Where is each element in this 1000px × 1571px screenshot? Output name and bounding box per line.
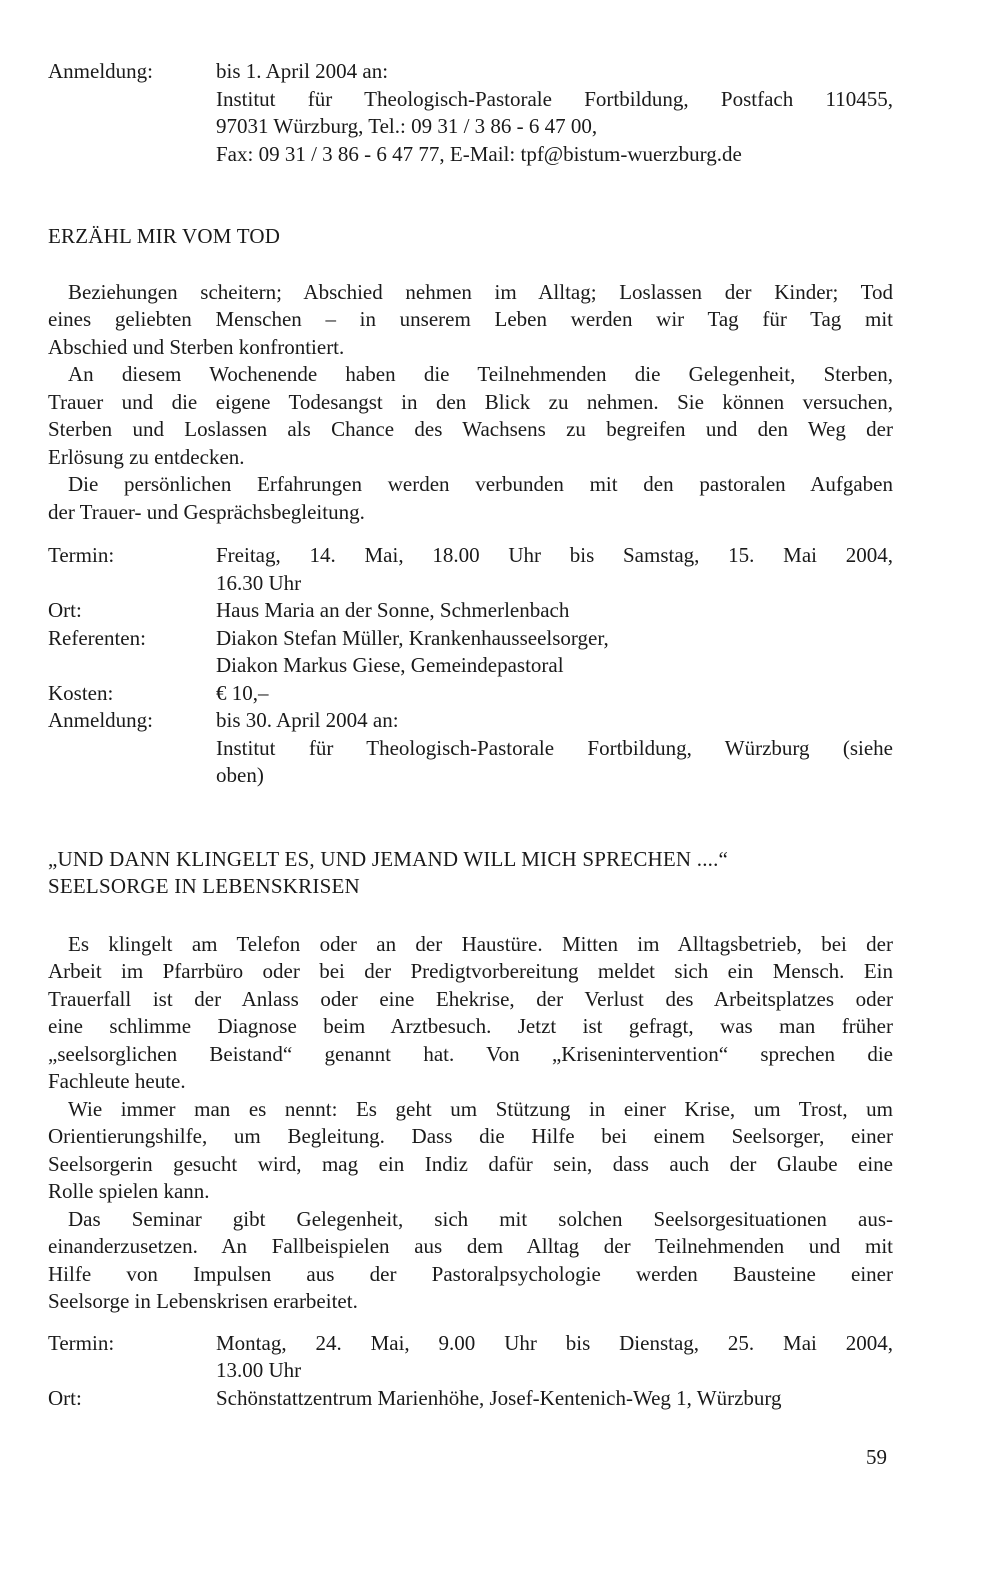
detail-label: Referenten: — [48, 625, 146, 650]
detail-referenten — [48, 625, 893, 680]
text-line: Orientierungshilfe, um Begleitung. Dass die Hilfe bei einem Seelsorger, einer — [48, 1124, 893, 1148]
detail-termin — [48, 1330, 893, 1385]
text-line: Erlösung zu entdecken. — [48, 444, 245, 469]
text-line: Seelsorgerin gesucht wird, mag ein Indiz dafür sein, dass auch der Glaube eine — [48, 1151, 893, 1176]
text-line: Wie immer man es nennt: Es geht um Stützung in einer Krise, um Trost, um — [68, 1096, 893, 1121]
document-page — [48, 58, 893, 1412]
registration-top — [48, 58, 893, 168]
detail-line: Haus Maria an der Sonne, Schmerlenbach — [216, 598, 570, 622]
detail-line: Schönstattzentrum Marienhöhe, Josef-Kentenich-Weg 1, Würzburg — [216, 1385, 782, 1410]
text-line: Hilfe von Impulsen aus der Pastoralpsychologie werden Bausteine einer — [48, 1261, 893, 1286]
text-line: Trauerfall ist der Anlass oder eine Ehekrise, der Verlust des Arbeitsplatzes oder — [48, 986, 893, 1011]
section2-paragraph — [48, 931, 893, 1096]
text-line: Abschied und Sterben konfrontiert. — [48, 334, 345, 359]
section1-title: ERZÄHL MIR VOM TOD — [48, 224, 281, 248]
detail-label: Anmeldung: — [48, 708, 153, 732]
text-line: Das Seminar gibt Gelegenheit, sich mit solchen Seelsorgesituationen aus- — [68, 1206, 893, 1231]
text-line: Sterben und Loslassen als Chance des Wachsens zu begreifen und den Weg der — [48, 417, 893, 441]
detail-line: bis 30. April 2004 an: — [216, 708, 399, 732]
detail-label: Kosten: — [48, 680, 114, 705]
detail-line: Institut für Theologisch-Pastorale Fortbildung, Würzburg (siehe — [216, 735, 893, 760]
detail-line: 13.00 Uhr — [216, 1358, 302, 1382]
registration-line: Institut für Theologisch-Pastorale Fortbildung, Postfach 110455, — [216, 86, 893, 111]
detail-label: Termin: — [48, 1330, 115, 1355]
text-line: Rolle spielen kann. — [48, 1179, 210, 1203]
text-line: Die persönlichen Erfahrungen werden verbunden mit den pastoralen Aufgaben — [68, 472, 893, 496]
detail-termin — [48, 542, 893, 597]
registration-label: Anmeldung: — [48, 59, 153, 83]
section2-title-line1: „UND DANN KLINGELT ES, UND JEMAND WILL MICH SPRECHEN ....“ — [48, 846, 729, 871]
detail-line: oben) — [216, 763, 264, 787]
page-number: 59 — [866, 1445, 887, 1469]
registration-line: Fax: 09 31 / 3 86 - 6 47 77, E-Mail: tpf@bistum-wuerzburg.de — [216, 141, 742, 166]
text-line: eines geliebten Menschen – in unserem Leben werden wir Tag für Tag mit — [48, 307, 893, 331]
registration-line: bis 1. April 2004 an: — [216, 59, 389, 83]
text-line: Trauer und die eigene Todesangst in den Blick zu nehmen. Sie können versuchen, — [48, 389, 893, 414]
detail-anmeldung — [48, 707, 893, 790]
section2-paragraph — [48, 1206, 893, 1316]
detail-line: Montag, 24. Mai, 9.00 Uhr bis Dienstag, 25. Mai 2004, — [216, 1330, 893, 1355]
text-line: Arbeit im Pfarrbüro oder bei der Predigtvorbereitung meldet sich ein Mensch. Ein — [48, 959, 893, 983]
text-line: einanderzusetzen. An Fallbeispielen aus dem Alltag der Teilnehmenden und mit — [48, 1234, 893, 1258]
detail-line: Freitag, 14. Mai, 18.00 Uhr bis Samstag, 15. Mai 2004, — [216, 543, 893, 567]
registration-line: 97031 Würzburg, Tel.: 09 31 / 3 86 - 6 47 00, — [216, 114, 598, 138]
detail-line: 16.30 Uhr — [216, 570, 302, 595]
text-line: Fachleute heute. — [48, 1069, 186, 1093]
text-line: Seelsorge in Lebenskrisen erarbeitet. — [48, 1289, 358, 1313]
detail-line: Diakon Stefan Müller, Krankenhausseelsorger, — [216, 625, 609, 650]
registration-value — [216, 58, 893, 168]
detail-line: Diakon Markus Giese, Gemeindepastoral — [216, 653, 564, 677]
section2-title-line2: SEELSORGE IN LEBENSKRISEN — [48, 874, 360, 898]
section1-paragraph — [48, 361, 893, 471]
text-line: eine schlimme Diagnose beim Arztbesuch. Jetzt ist gefragt, was man früher — [48, 1014, 893, 1038]
detail-ort — [48, 597, 893, 625]
detail-ort — [48, 1385, 893, 1413]
detail-line: € 10,– — [216, 680, 269, 705]
text-line: Beziehungen scheitern; Abschied nehmen im Alltag; Loslassen der Kinder; Tod — [68, 279, 893, 304]
text-line: An diesem Wochenende haben die Teilnehmenden die Gelegenheit, Sterben, — [68, 362, 893, 386]
text-line: Es klingelt am Telefon oder an der Haustüre. Mitten im Alltagsbetrieb, bei der — [68, 931, 893, 956]
section1-paragraph — [48, 471, 893, 526]
detail-label: Termin: — [48, 543, 115, 567]
section1-paragraph — [48, 279, 893, 362]
detail-label: Ort: — [48, 1385, 82, 1410]
detail-label: Ort: — [48, 598, 82, 622]
text-line: der Trauer- und Gesprächsbegleitung. — [48, 499, 365, 524]
detail-kosten — [48, 680, 893, 708]
text-line: „seelsorglichen Beistand“ genannt hat. Von „Krisenintervention“ sprechen die — [48, 1041, 893, 1066]
section2-paragraph — [48, 1096, 893, 1206]
